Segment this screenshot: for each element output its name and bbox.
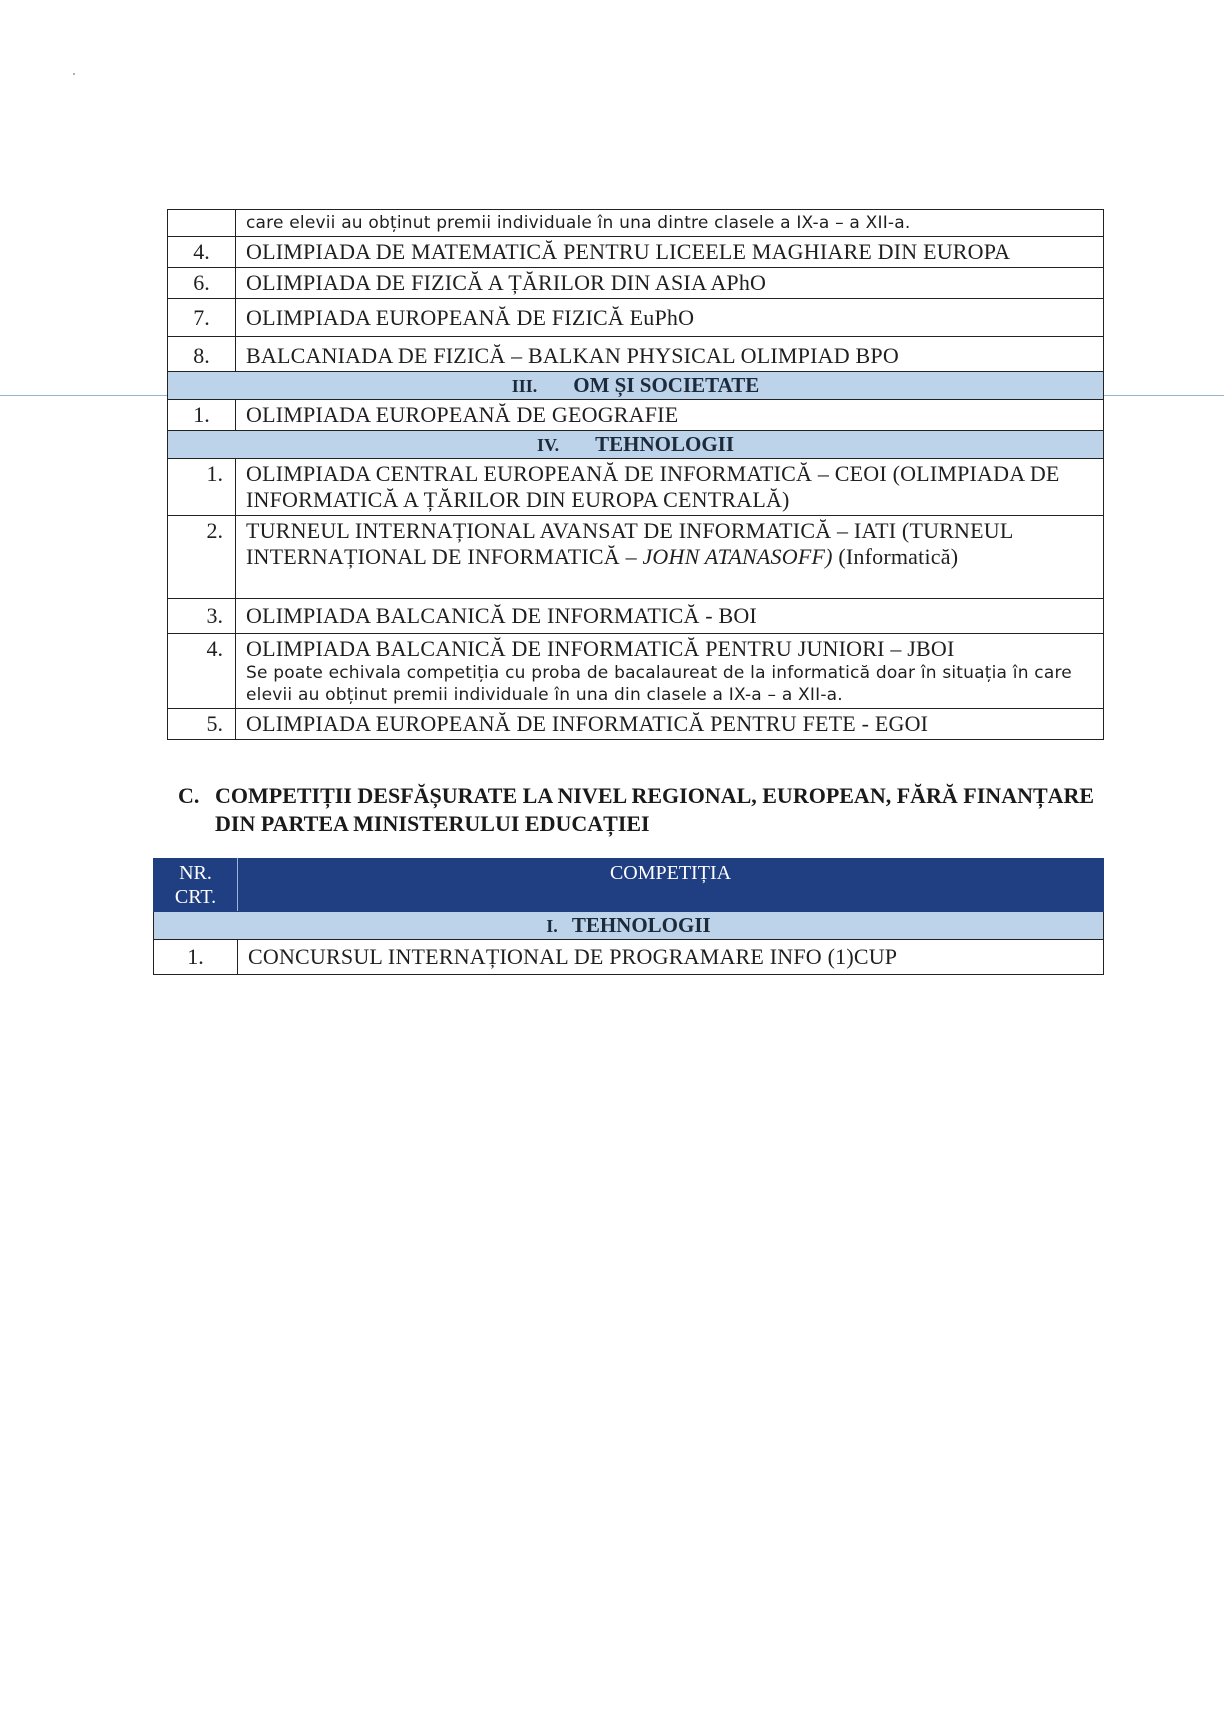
row-number: 4. — [168, 237, 236, 268]
table-row — [168, 268, 1104, 299]
table-row — [168, 709, 1104, 740]
row-number: 1. — [168, 400, 236, 431]
competition-name-part: TURNEUL INTERNAȚIONAL AVANSAT DE INFORMATICĂ – IATI (TURNEUL INTERNAȚIONAL DE INFORMATICĂ – — [246, 518, 1013, 569]
competition-name: OLIMPIADA BALCANICĂ DE INFORMATICĂ - BOI — [236, 599, 1104, 634]
table-row — [168, 634, 1104, 709]
competition-name — [236, 516, 1104, 599]
competition-name: OLIMPIADA DE MATEMATICĂ PENTRU LICEELE MAGHIARE DIN EUROPA — [236, 237, 1104, 268]
section-title: TEHNOLOGII — [571, 913, 711, 937]
section-roman: III. — [511, 376, 538, 396]
section-title: OM ȘI SOCIETATE — [573, 373, 760, 397]
section-title: TEHNOLOGII — [595, 432, 735, 456]
row-number-cell — [168, 210, 236, 237]
competition-name: OLIMPIADA EUROPEANĂ DE INFORMATICĂ PENTRU FETE - EGOI — [236, 709, 1104, 740]
section-header — [168, 431, 1104, 459]
section-c-title: COMPETIȚII DESFĂȘURATE LA NIVEL REGIONAL, EUROPEAN, FĂRĂ FINANȚARE DIN PARTEA MINISTERULUI EDUCAȚIEI — [215, 783, 1095, 836]
section-roman: IV. — [536, 435, 560, 455]
competition-name: OLIMPIADA DE FIZICĂ A ȚĂRILOR DIN ASIA APhO — [236, 268, 1104, 299]
competition-name: OLIMPIADA CENTRAL EUROPEANĂ DE INFORMATICĂ – CEOI (OLIMPIADA DE INFORMATICĂ A ȚĂRILOR DIN EUROPA CENTRALĂ) — [236, 459, 1104, 516]
table-row — [168, 337, 1104, 372]
row-number: 7. — [168, 299, 236, 337]
competition-name: CONCURSUL INTERNAȚIONAL DE PROGRAMARE INFO (1)CUP — [238, 940, 1104, 975]
row-number: 1. — [154, 940, 238, 975]
section-letter: C. — [178, 783, 200, 808]
continuation-note: care elevii au obținut premii individuale în una dintre clasele a IX-a – a XII-a. — [236, 210, 1104, 237]
section-c-heading — [178, 782, 1108, 838]
header-competitia: COMPETIȚIA — [238, 859, 1104, 912]
competition-name: OLIMPIADA BALCANICĂ DE INFORMATICĂ PENTRU JUNIORI – JBOI — [246, 636, 955, 661]
competition-name: BALCANIADA DE FIZICĂ – BALKAN PHYSICAL OLIMPIAD BPO — [236, 337, 1104, 372]
section-roman: I. — [546, 916, 558, 936]
competition-name-suffix: (Informatică) — [832, 544, 959, 569]
section-header — [154, 912, 1104, 940]
scan-speck — [73, 73, 75, 75]
competitions-table-b — [167, 209, 1104, 740]
competition-name: OLIMPIADA EUROPEANĂ DE GEOGRAFIE — [236, 400, 1104, 431]
row-number: 3. — [168, 599, 236, 634]
section-header-row — [168, 372, 1104, 400]
table-row — [168, 299, 1104, 337]
table-row — [168, 459, 1104, 516]
competition-name: OLIMPIADA EUROPEANĂ DE FIZICĂ EuPhO — [236, 299, 1104, 337]
table-row — [168, 210, 1104, 237]
row-number: 4. — [168, 634, 236, 709]
table-header-row — [154, 859, 1104, 912]
row-number: 5. — [168, 709, 236, 740]
row-number: 2. — [168, 516, 236, 599]
table-row — [168, 599, 1104, 634]
header-nr-crt: NR. CRT. — [154, 859, 238, 912]
table-row — [154, 940, 1104, 975]
section-header-row — [168, 431, 1104, 459]
competition-note: Se poate echivala competiția cu proba de bacalaureat de la informatică doar în situația în care elevii au obținut premii individuale în una din clasele a IX-a – a XII-a. — [246, 663, 1072, 705]
row-number: 1. — [168, 459, 236, 516]
section-header-row — [154, 912, 1104, 940]
table-row — [168, 237, 1104, 268]
competitions-table-c — [153, 858, 1104, 975]
table-row — [168, 400, 1104, 431]
row-number: 8. — [168, 337, 236, 372]
row-number: 6. — [168, 268, 236, 299]
section-header — [168, 372, 1104, 400]
table-row — [168, 516, 1104, 599]
competition-name-italic: JOHN ATANASOFF) — [642, 544, 833, 569]
competition-cell — [236, 634, 1104, 709]
